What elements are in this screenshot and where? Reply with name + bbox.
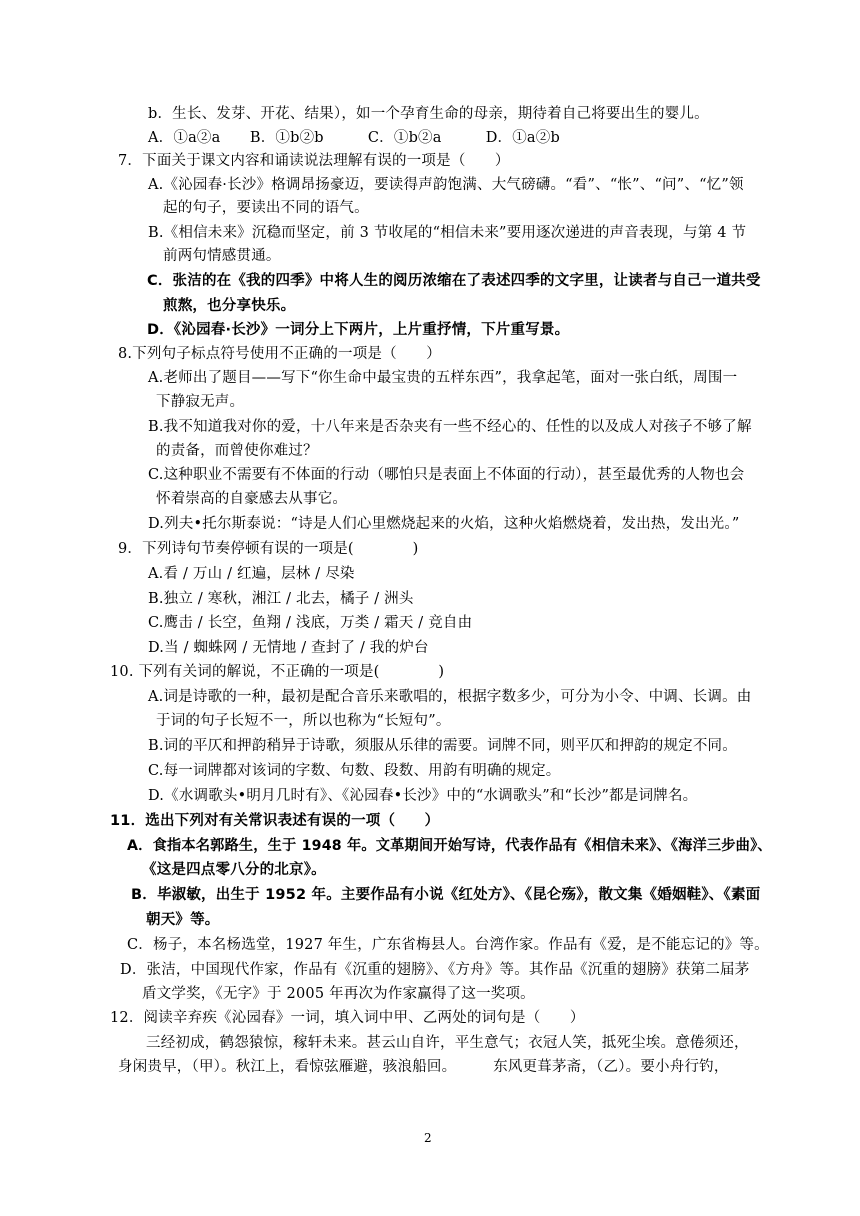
option-d: D．张洁，中国现代作家，作品有《沉重的翅膀》、《方舟》等。其作品《沉重的翅膀》获第二届茅 bbox=[120, 962, 750, 978]
answer-options: A．①a②a B．①b②b C．①b②a D．①a②b bbox=[148, 130, 560, 146]
option-a: A.看 / 万山 / 红遍，层林 / 尽染 bbox=[148, 566, 355, 582]
option-a-cont: 起的句子，要读出不同的语气。 bbox=[163, 200, 369, 216]
option-c: C.这种职业不需要有不体面的行动（哪怕只是表面上不体面的行动），甚至最优秀的人物也会 bbox=[148, 467, 745, 483]
option-c: C.每一词牌都对该词的字数、句数、段数、用韵有明确的规定。 bbox=[148, 763, 561, 779]
option-b: B.我不知道我对你的爱，十八年来是否杂夹有一些不经心的、任性的以及成人对孩子不够了解 bbox=[148, 419, 752, 435]
option-d: D.当 / 蜘蛛网 / 无情地 / 查封了 / 我的炉台 bbox=[148, 640, 429, 656]
question-9: 9．下列诗句节奏停顿有误的一项是( ) bbox=[118, 541, 419, 557]
option-b: B.《相信未来》沉稳而坚定，前 3 节收尾的“相信未来”要用逐次递进的声音表现，与第 4 节 bbox=[148, 225, 747, 241]
question-10: 10. 下列有关词的解说，不正确的一项是( ) bbox=[110, 664, 445, 680]
option-d: D．《沁园春·长沙》一词分上下两片，上片重抒情，下片重写景。 bbox=[147, 322, 570, 338]
option-b: B.词的平仄和押韵稍异于诗歌，须服从乐律的需要。词牌不同，则平仄和押韵的规定不同。 bbox=[148, 738, 737, 754]
option-a-cont: 下静寂无声。 bbox=[156, 394, 245, 410]
option-c-cont: 怀着崇高的自豪感去从事它。 bbox=[156, 491, 348, 507]
option-a-cont: 于词的句子长短不一，所以也称为“长短句”。 bbox=[156, 713, 451, 729]
option-b-cont: 的责备，而曾使你难过？ bbox=[156, 443, 318, 459]
question-11: 11．选出下列对有关常识表述有误的一项（ ） bbox=[110, 813, 440, 829]
question-8: 8.下列句子标点符号使用不正确的一项是（ ） bbox=[118, 346, 441, 362]
option-c: C．杨子，本名杨选堂，1927 年生，广东省梅县人。台湾作家。作品有《爱，是不能忘记的》等。 bbox=[127, 937, 769, 953]
option-b-cont: 前两句情感贯通。 bbox=[163, 248, 281, 264]
question-7: 7．下面关于课文内容和诵读说法理解有误的一项是（ ） bbox=[118, 153, 510, 169]
text-line: b．生长、发芽、开花、结果），如一个孕育生命的母亲，期待着自己将要出生的婴儿。 bbox=[148, 106, 709, 122]
poem-line: 身闲贵早，（甲）。秋江上，看惊弦雁避，骇浪船回。 东风更葺茅斋，（乙）。要小舟行钓， bbox=[118, 1059, 729, 1075]
option-c: C．张洁的在《我的四季》中将人生的阅历浓缩在了表述四季的文字里，让读者与自己一道共受 bbox=[147, 273, 761, 289]
question-12: 12．阅读辛弃疾《沁园春》一词，填入词中甲、乙两处的词句是（ ） bbox=[110, 1010, 585, 1026]
option-d: D.列夫•托尔斯泰说：“诗是人们心里燃烧起来的火焰，这种火焰燃烧着，发出热，发出光。” bbox=[148, 516, 740, 532]
option-d-cont: 盾文学奖，《无字》于 2005 年再次为作家赢得了这一奖项。 bbox=[142, 986, 535, 1002]
option-b-cont: 朝天》等。 bbox=[146, 912, 220, 928]
option-a: A.《沁园春·长沙》格调昂扬豪迈，要读得声韵饱满、大气磅礴。“看”、“怅”、“问”、“忆”领 bbox=[148, 177, 744, 193]
option-b: B．毕淑敏，出生于 1952 年。主要作品有小说《红处方》、《昆仑殇》，散文集《婚姻鞋》、《素面 bbox=[131, 887, 761, 903]
page-number: 2 bbox=[424, 1131, 432, 1145]
poem-line: 三经初成，鹤怨猿惊，稼轩未来。甚云山自许，平生意气；衣冠人笑，抵死尘埃。意倦须还， bbox=[146, 1035, 749, 1051]
option-b: B.独立 / 寒秋，湘江 / 北去，橘子 / 洲头 bbox=[148, 591, 414, 607]
option-a-cont: 《这是四点零八分的北京》。 bbox=[142, 862, 326, 878]
option-a: A.老师出了题目——写下“你生命中最宝贵的五样东西”，我拿起笔，面对一张白纸，周围一 bbox=[148, 370, 738, 386]
option-a: A．食指本名郭路生，生于 1948 年。文革期间开始写诗，代表作品有《相信未来》、《海洋三步曲》、 bbox=[127, 838, 772, 854]
option-d: D.《水调歌头•明月几时有》、《沁园春•长沙》中的“水调歌头”和“长沙”都是词牌名。 bbox=[148, 788, 698, 804]
option-c-cont: 煎熬，也分享快乐。 bbox=[163, 298, 296, 314]
option-a: A.词是诗歌的一种，最初是配合音乐来歌唱的，根据字数多少，可分为小令、中调、长调。由 bbox=[148, 689, 752, 705]
option-c: C.鹰击 / 长空，鱼翔 / 浅底，万类 / 霜天 / 竞自由 bbox=[148, 615, 473, 631]
